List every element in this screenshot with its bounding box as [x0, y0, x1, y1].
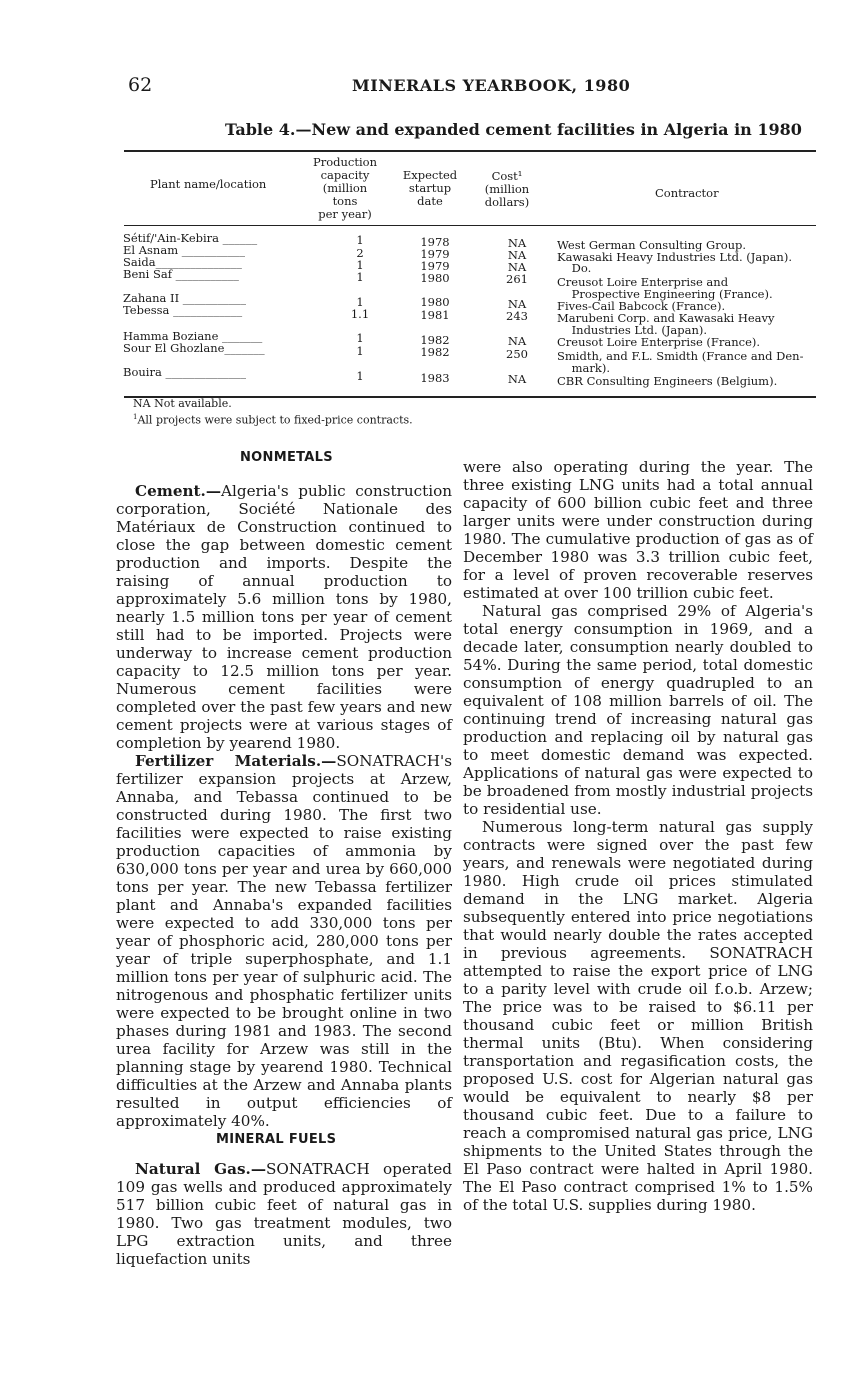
contractor: Fives-Cail Babcock (France). [557, 299, 726, 313]
startup-date: 1981 [420, 308, 450, 322]
cost-value: NA [507, 372, 527, 386]
footnote-na: NA Not available. [133, 397, 232, 410]
cost-value: NA [507, 248, 527, 262]
page-number: 62 [128, 74, 153, 96]
capacity-value: 1 [356, 258, 364, 272]
plant-name: Zahana II ___________ [123, 291, 247, 305]
lng-paragraph: were also operating during the year. The three existing LNG units had a total annual capacity of 600 billion cubic feet and three larger units were under construction during 1980. The cumulative production of gas as of December 1980 was 3.3 trillion cubic feet, for a level of proven recoverable reserves estimated at over 100 trillion cubic feet. [463, 458, 813, 602]
contractor: Kawasaki Heavy Industries Ltd. (Japan). [557, 250, 792, 264]
right-column [463, 458, 813, 1214]
capacity-value: 1 [356, 270, 364, 284]
plant-name: Sétif/'Ain-Kebira ______ [123, 231, 258, 245]
startup-date: 1980 [420, 295, 450, 309]
cost-value: NA [507, 260, 527, 274]
contractor: Creusot Loire Enterprise and [557, 275, 729, 289]
startup-date: 1983 [420, 371, 450, 385]
cost-value: NA [507, 236, 527, 250]
left-column-fuels [116, 1160, 452, 1268]
plant-name: Saida_______________ [123, 255, 242, 269]
plant-name: Hamma Boziane _______ [123, 329, 263, 343]
plant-name: El Asnam ___________ [123, 243, 246, 257]
capacity-value: 1 [356, 233, 364, 247]
capacity-value: 1 [356, 344, 364, 358]
contractor: Do. [557, 261, 592, 275]
plant-name: Beni Saf ___________ [123, 267, 239, 281]
header-contractor: Contractor [655, 186, 719, 200]
startup-date: 1980 [420, 271, 450, 285]
capacity-value: 1 [356, 369, 364, 383]
contractor-cont: Prospective Engineering (France). [557, 287, 773, 301]
table-title: Table 4.—New and expanded cement facilities in Algeria in 1980 [225, 120, 802, 139]
startup-date: 1979 [420, 259, 450, 273]
consumption-paragraph: Natural gas comprised 29% of Algeria's total energy consumption in 1969, and a decade later, consumption nearly doubled to 54%. During the same period, total domestic consumption of energy quadrupled to an equivalent of 108 million barrels of oil. The continuing trend of increasing natural gas production and replacing oil by natural gas to meet domestic demand was expected. Applications of natural gas were expected to be broadened from mostly industrial projects to residential use. [463, 602, 813, 818]
cost-value: NA [507, 297, 527, 311]
contractor: Creusot Loire Enterprise (France). [557, 335, 761, 349]
footnote-1: $^1$All projects were subject to fixed-price contracts. [133, 413, 413, 427]
startup-date: 1982 [420, 333, 450, 347]
contractor-cont: Industries Ltd. (Japan). [557, 323, 708, 337]
startup-date: 1978 [420, 235, 450, 249]
header-plant: Plant name/location [150, 177, 267, 191]
capacity-value: 1.1 [350, 307, 370, 321]
header-startup: Expected startup date [402, 168, 458, 208]
section-heading-mineral-fuels: MINERAL FUELS [216, 1132, 337, 1147]
fertilizer-paragraph: Fertilizer Materials.—SONATRACH's fertilizer expansion projects at Arzew, Annaba, and Tebassa continued to be constructed during 1980. The first two facilities were expected to raise existing production capacities of ammonia by 630,000 tons per year and urea by 660,000 tons per year. The new Tebassa fertilizer plant and Annaba's expanded facilities were expected to add 330,000 tons per year of phosphoric acid, 280,000 tons per year of triple superphosphate, and 1.1 million tons per year of sulphuric acid. The nitrogenous and phosphatic fertilizer units were expected to be brought online in two phases during 1981 and 1983. The second urea facility for Arzew was still in the planning stage by yearend 1980. Technical difficulties at the Arzew and Annaba plants resulted in output efficiencies of approximately 40%. [116, 752, 452, 1130]
cost-value: 250 [506, 347, 528, 361]
plant-name: Sour El Ghozlane_______ [123, 341, 265, 355]
capacity-value: 1 [356, 295, 364, 309]
contractor: Marubeni Corp. and Kawasaki Heavy [557, 311, 775, 325]
running-title: MINERALS YEARBOOK, 1980 [352, 76, 631, 95]
capacity-value: 2 [356, 246, 364, 260]
plant-name: Tebessa ____________ [123, 303, 243, 317]
startup-date: 1982 [420, 345, 450, 359]
startup-date: 1979 [420, 247, 450, 261]
natural-gas-paragraph: Natural Gas.—SONATRACH operated 109 gas wells and produced approximately 517 billion cubic feet of natural gas in 1980. Two gas treatment modules, two LPG extraction units, and three liquefaction units [116, 1160, 452, 1268]
cost-value: 243 [506, 309, 528, 323]
header-capacity: Production capacity (million tons per year) [313, 155, 377, 221]
cement-paragraph: Cement.—Algeria's public construction corporation, Société Nationale des Matériaux de Construction continued to close the gap between domestic cement production and imports. Despite the raising of annual production to approximately 5.6 million tons by 1980, nearly 1.5 million tons per year of cement still had to be imported. Projects were underway to increase cement production capacity to 12.5 million tons per year. Numerous cement facilities were completed over the past few years and new cement projects were at various stages of completion by yearend 1980. [116, 482, 452, 752]
table-top-rule [124, 150, 816, 152]
cost-value: NA [507, 334, 527, 348]
cost-value: 261 [506, 272, 528, 286]
contractor: West German Consulting Group. [557, 238, 747, 252]
section-heading-nonmetals: NONMETALS [240, 450, 333, 465]
contracts-paragraph: Numerous long-term natural gas supply contracts were signed over the past few years, and renewals were negotiated during 1980. High crude oil prices stimulated demand in the LNG market. Algeria subsequently entered into price negotiations that would nearly double the rates accepted in previous agreements. SONATRACH attempted to raise the export price of LNG to a parity level with crude oil f.o.b. Arzew; The price was to be raised to $6.11 per thousand cubic feet or million British thermal units (Btu). When considering transportation and regasification costs, the proposed U.S. cost for Algerian natural gas would be equivalent to nearly $8 per thousand cubic feet. Due to a failure to reach a compromised natural gas price, LNG shipments to the United States through the El Paso contract were halted in April 1980. The El Paso contract comprised 1% to 1.5% of the total U.S. supplies during 1980. [463, 818, 813, 1214]
plant-name: Bouira ______________ [123, 365, 246, 379]
contractor: CBR Consulting Engineers (Belgium). [557, 374, 778, 388]
left-column [116, 482, 452, 1130]
contractor: Smidth, and F.L. Smidth (France and Den- [557, 349, 804, 363]
contractor-cont: mark). [557, 361, 610, 375]
header-cost: Cost¹ (million dollars) [484, 169, 530, 209]
table-header-rule [124, 225, 816, 226]
capacity-value: 1 [356, 331, 364, 345]
